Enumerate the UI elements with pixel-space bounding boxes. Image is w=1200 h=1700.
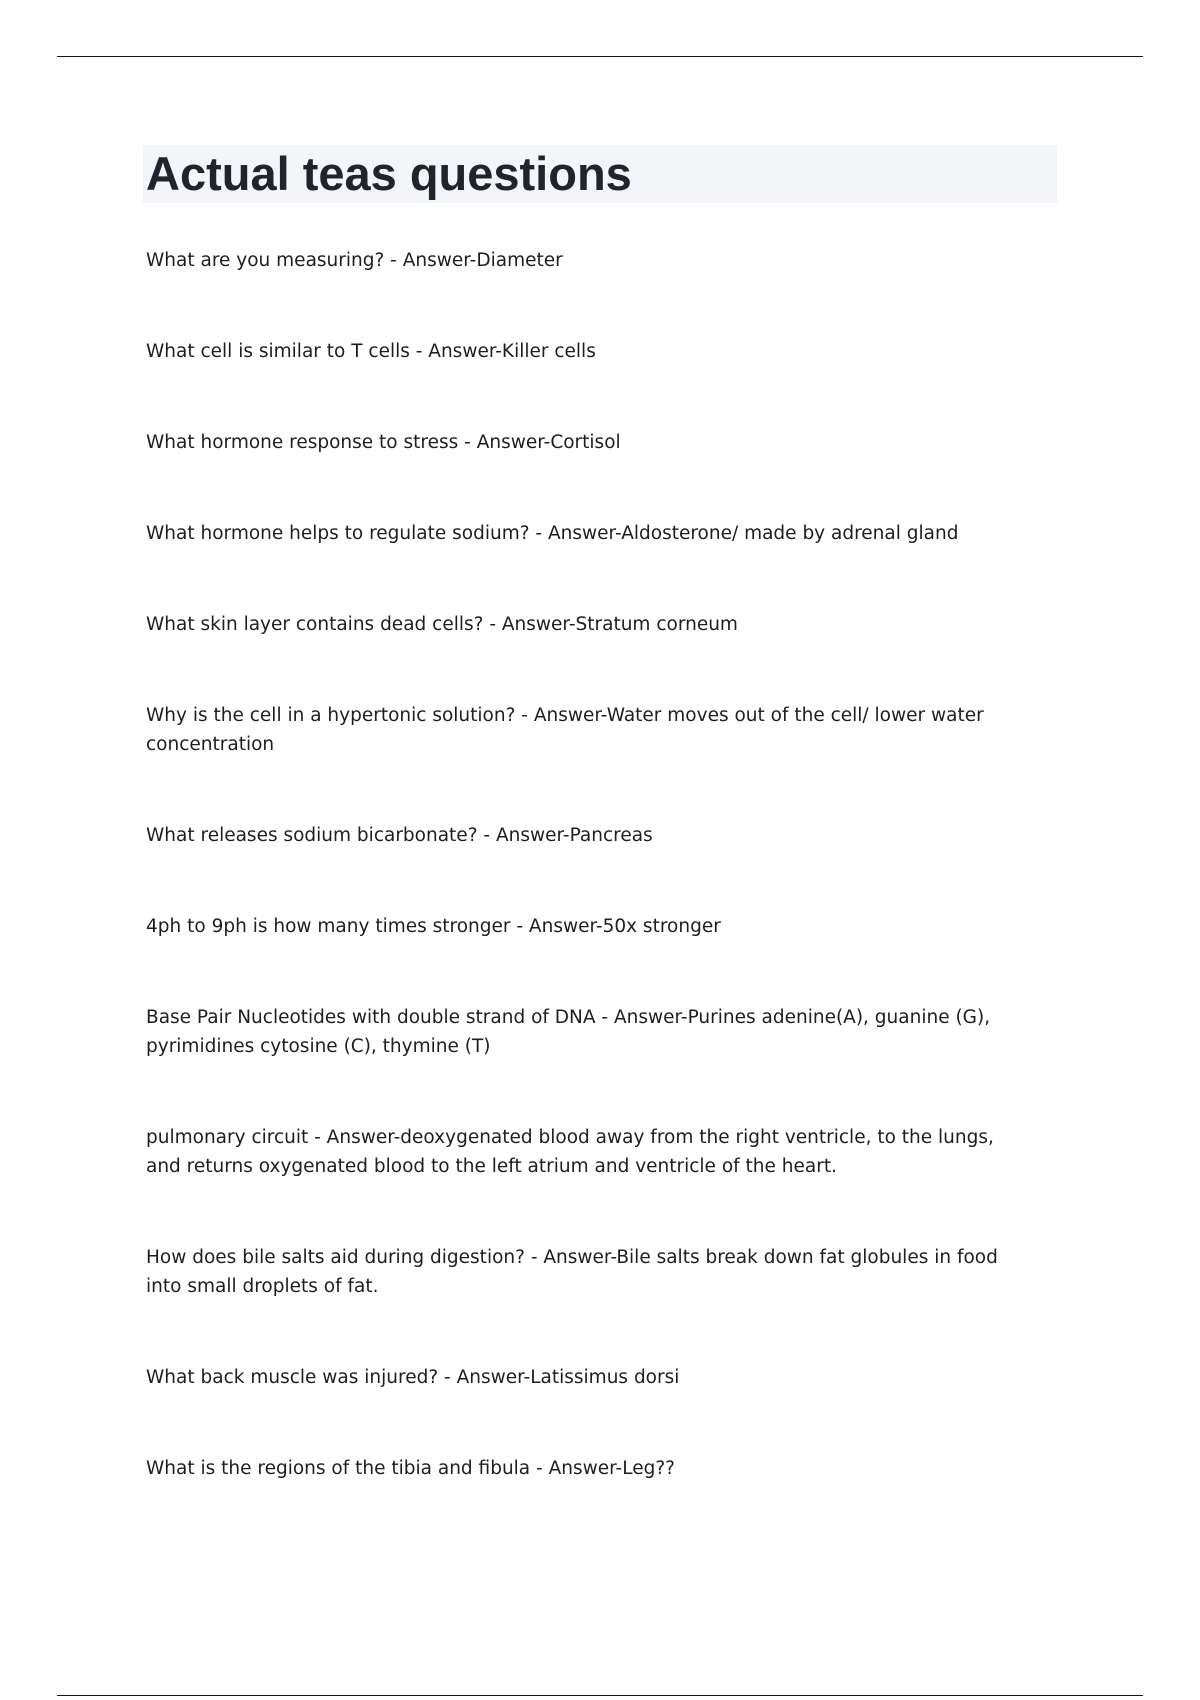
qa-item-8: 4ph to 9ph is how many times stronger - Answer-50x stronger xyxy=(146,916,721,937)
top-rule xyxy=(57,56,1143,57)
bottom-rule xyxy=(57,1695,1143,1696)
qa-item-1: What are you measuring? - Answer-Diameter xyxy=(146,250,563,271)
qa-item-13: What is the regions of the tibia and fibula - Answer-Leg?? xyxy=(146,1458,675,1479)
qa-item-10: pulmonary circuit - Answer-deoxygenated blood away from the right ventricle, to the lungs, and returns oxygenated blood to the left atrium and ventricle of the heart. xyxy=(146,1127,994,1177)
qa-item-2: What cell is similar to T cells - Answer-Killer cells xyxy=(146,341,596,362)
qa-item-9: Base Pair Nucleotides with double strand of DNA - Answer-Purines adenine(A), guanine (G), pyrimidines cytosine (C), thymine (T) xyxy=(146,1007,991,1057)
qa-item-3: What hormone response to stress - Answer-Cortisol xyxy=(146,432,621,453)
qa-item-6: Why is the cell in a hypertonic solution? - Answer-Water moves out of the cell/ lower water concentration xyxy=(146,705,984,755)
qa-item-4: What hormone helps to regulate sodium? - Answer-Aldosterone/ made by adrenal gland xyxy=(146,523,959,544)
qa-list xyxy=(146,246,1026,1545)
qa-item-7: What releases sodium bicarbonate? - Answer-Pancreas xyxy=(146,825,653,846)
qa-item-11: How does bile salts aid during digestion? - Answer-Bile salts break down fat globules in food into small droplets of fat. xyxy=(146,1247,998,1297)
qa-item-5: What skin layer contains dead cells? - Answer-Stratum corneum xyxy=(146,614,738,635)
qa-item-12: What back muscle was injured? - Answer-Latissimus dorsi xyxy=(146,1367,680,1388)
document-title: Actual teas questions xyxy=(146,147,632,200)
